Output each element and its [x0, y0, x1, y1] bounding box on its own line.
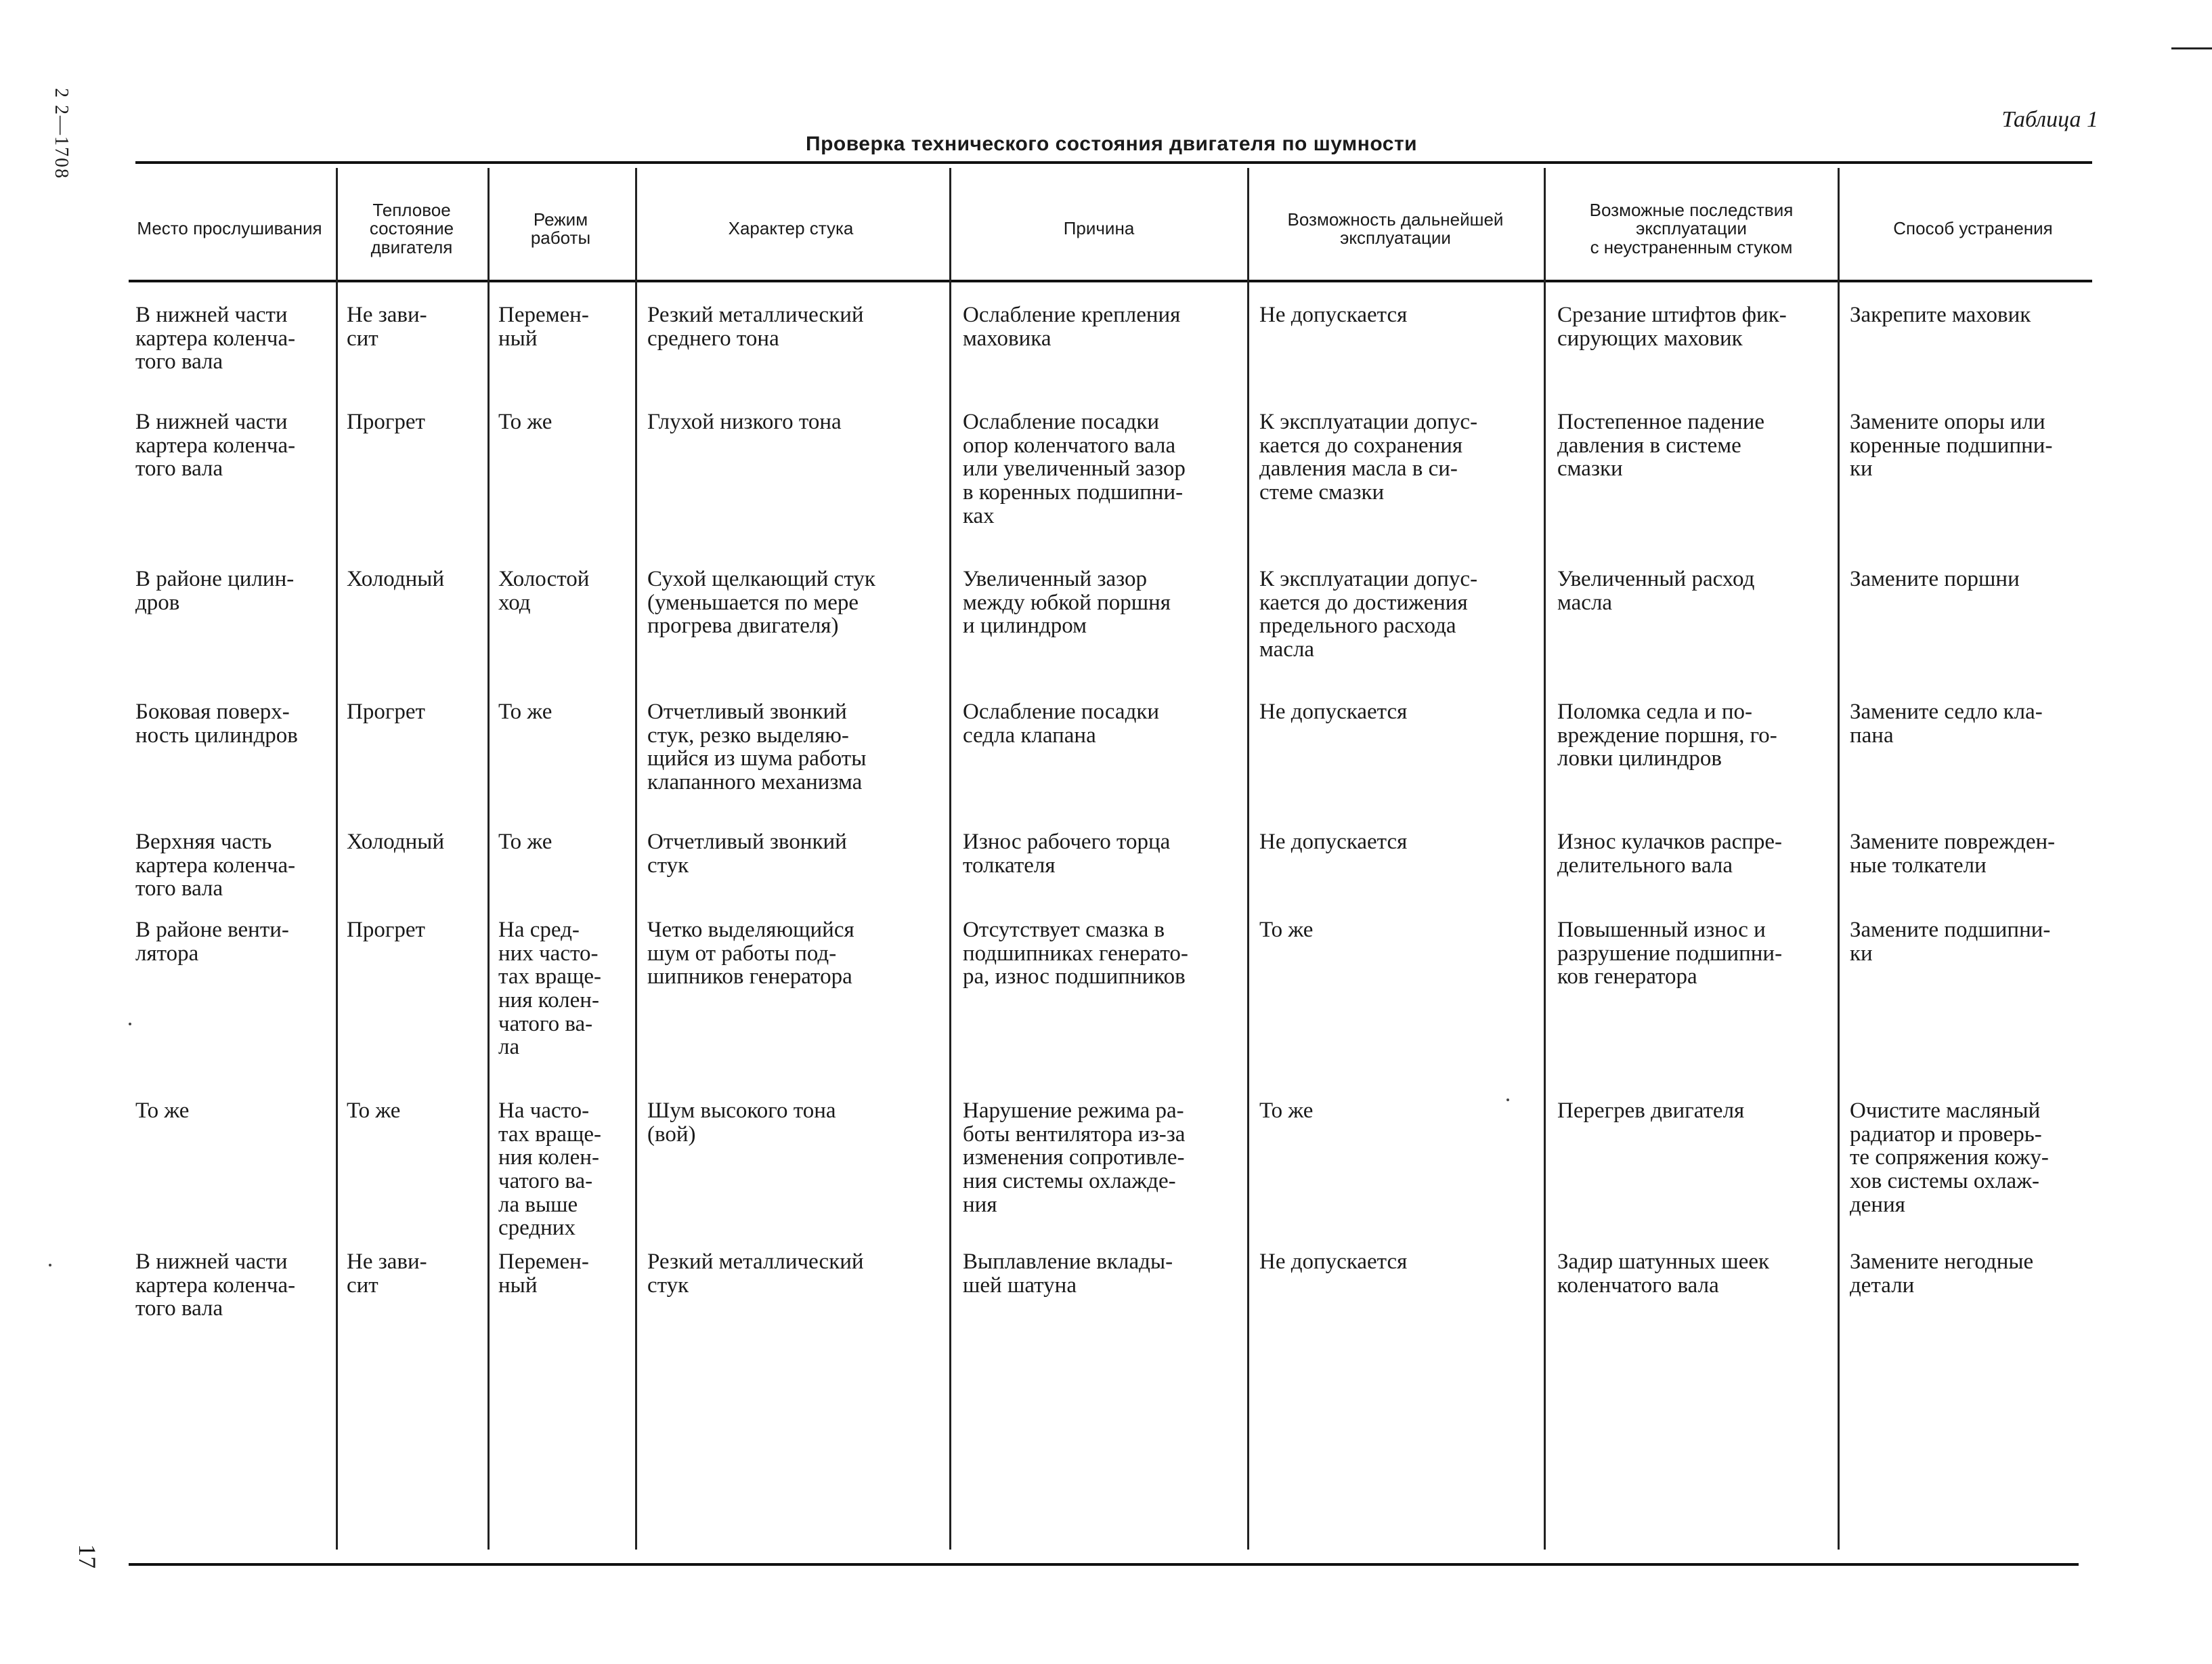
table-cell: Прогрет	[347, 700, 425, 724]
table-cell: Повышенный износ и разрушение подшипни- ков генератора	[1557, 918, 1783, 989]
column-divider	[635, 168, 637, 1550]
corner-mark	[2171, 47, 2212, 49]
table-cell: Прогрет	[347, 918, 425, 942]
table-cell: Замените негодные детали	[1850, 1250, 2034, 1298]
column-header: Характер стука	[728, 218, 854, 239]
table-cell: Резкий металлический стук	[647, 1250, 864, 1298]
table-cell: Выплавление вклады- шей шатуна	[963, 1250, 1173, 1298]
table-cell: То же	[498, 830, 552, 854]
table-cell: Ослабление посадки опор коленчатого вала или увеличенный зазор в коренных подшипни- ках	[963, 410, 1186, 528]
column-header: Место прослушивания	[137, 218, 322, 239]
column-header: Причина	[1063, 218, 1135, 239]
table-cell: В нижней части картера коленча- того вала	[135, 303, 296, 375]
table-cell: Сухой щелкающий стук (уменьшается по мере прогрева двигателя)	[647, 567, 875, 639]
column-header: Режим работы	[530, 209, 591, 248]
table-cell: В районе венти- лятора	[135, 918, 289, 966]
table-top-rule	[135, 161, 2092, 164]
table-cell: Глухой низкого тона	[647, 410, 842, 434]
table-cell: Ослабление крепления маховика	[963, 303, 1181, 351]
table-cell: То же	[347, 1098, 401, 1123]
table-cell: Поломка седла и по- вреждение поршня, го- ловки цилиндров	[1557, 700, 1777, 771]
table-cell: Постепенное падение давления в системе смазки	[1557, 410, 1765, 482]
table-cell: Замените опоры или коренные подшипни- ки	[1850, 410, 2053, 482]
column-divider	[1838, 168, 1840, 1550]
column-divider	[949, 168, 951, 1550]
scan-speck	[49, 1264, 51, 1266]
table-cell: Отсутствует смазка в подшипниках генерато- ра, износ подшипников	[963, 918, 1188, 989]
table-cell: То же	[1259, 918, 1314, 942]
table-cell: К эксплуатации допус- кается до сохранения давления масла в си- стеме смазки	[1259, 410, 1478, 505]
table-cell: Отчетливый звонкий стук	[647, 830, 847, 878]
table-cell: Нарушение режима ра- боты вентилятора из-за изменения сопротивле- ния системы охлажде- ния	[963, 1098, 1186, 1217]
table-cell: Шум высокого тона (вой)	[647, 1098, 836, 1147]
column-divider	[1544, 168, 1546, 1550]
table-cell: В нижней части картера коленча- того вала	[135, 410, 296, 482]
table-cell: Износ рабочего торца толкателя	[963, 830, 1171, 878]
table-cell: Задир шатунных шеек коленчатого вала	[1557, 1250, 1770, 1298]
table-cell: Ослабление посадки седла клапана	[963, 700, 1160, 748]
table-cell: К эксплуатации допус- кается до достижения предельного расхода масла	[1259, 567, 1478, 662]
table-cell: Перегрев двигателя	[1557, 1098, 1745, 1123]
table-cell: Холодный	[347, 567, 445, 591]
table-cell: То же	[498, 700, 552, 724]
scan-speck	[129, 1023, 131, 1025]
table-cell: Увеличенный расход масла	[1557, 567, 1755, 615]
table-cell: Холодный	[347, 830, 445, 854]
table-cell: Замените подшипни- ки	[1850, 918, 2051, 966]
table-cell: Увеличенный зазор между юбкой поршня и цилиндром	[963, 567, 1171, 639]
table-cell: Срезание штифтов фик- сирующих маховик	[1557, 303, 1787, 351]
table-cell: Перемен- ный	[498, 303, 589, 351]
table-bottom-rule	[129, 1563, 2079, 1566]
table	[129, 161, 2092, 1550]
table-title: Проверка технического состояния двигателя по шумности	[806, 133, 1418, 155]
page-number: 17	[74, 1544, 101, 1569]
column-header: Возможность дальнейшей эксплуатации	[1287, 209, 1504, 248]
table-cell: Закрепите маховик	[1850, 303, 2031, 327]
table-cell: На часто- тах враще- ния колен- чатого ва- ла выше средних	[498, 1098, 601, 1241]
table-cell: Боковая поверх- ность цилиндров	[135, 700, 298, 748]
column-divider	[1247, 168, 1249, 1550]
table-cell: Не допускается	[1259, 1250, 1408, 1274]
table-cell: Очистите масляный радиатор и проверь- те сопряжения кожу- хов системы охлаж- дения	[1850, 1098, 2049, 1217]
table-cell: В нижней части картера коленча- того вала	[135, 1250, 296, 1321]
table-cell: Четко выделяющийся шум от работы под- шипников генератора	[647, 918, 854, 989]
column-divider	[336, 168, 338, 1550]
table-cell: Не допускается	[1259, 830, 1408, 854]
table-label: Таблица 1	[2001, 107, 2098, 132]
table-cell: Отчетливый звонкий стук, резко выделяю- щийся из шума работы клапанного механизма	[647, 700, 867, 794]
table-cell: Не зави- сит	[347, 1250, 427, 1298]
table-cell: Замените поврежден- ные толкатели	[1850, 830, 2056, 878]
table-header-rule	[129, 280, 2092, 282]
table-cell: Не допускается	[1259, 700, 1408, 724]
table-cell: Не допускается	[1259, 303, 1408, 327]
table-cell: Верхняя часть картера коленча- того вала	[135, 830, 296, 901]
table-cell: Износ кулачков распре- делительного вала	[1557, 830, 1783, 878]
table-cell: На сред- них часто- тах враще- ния колен- чатого ва- ла	[498, 918, 601, 1060]
table-cell: То же	[1259, 1098, 1314, 1123]
table-cell: То же	[498, 410, 552, 434]
column-header: Способ устранения	[1893, 218, 2053, 239]
table-cell: В районе цилин- дров	[135, 567, 295, 615]
margin-code: 2 2—1708	[51, 88, 72, 179]
table-cell: Замените седло кла- пана	[1850, 700, 2043, 748]
column-header: Тепловое состояние двигателя	[369, 200, 454, 257]
table-cell: То же	[135, 1098, 190, 1123]
table-cell: Замените поршни	[1850, 567, 2020, 591]
table-cell: Холостой ход	[498, 567, 590, 615]
table-cell: Прогрет	[347, 410, 425, 434]
table-cell: Резкий металлический среднего тона	[647, 303, 864, 351]
column-divider	[487, 168, 490, 1550]
table-cell: Не зави- сит	[347, 303, 427, 351]
table-cell: Перемен- ный	[498, 1250, 589, 1298]
scan-speck	[1506, 1098, 1509, 1101]
column-header: Возможные последствия эксплуатации с неустраненным стуком	[1589, 200, 1794, 257]
